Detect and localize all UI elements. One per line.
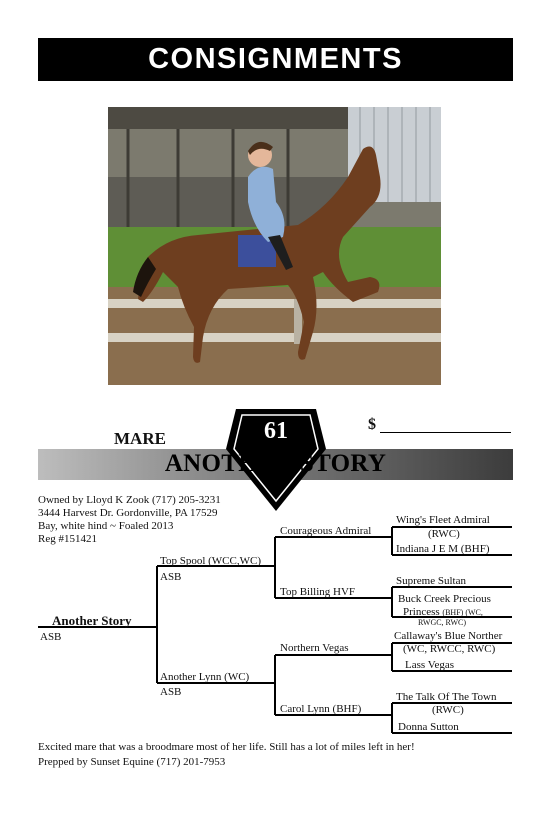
registration-line: Reg #151421 xyxy=(38,533,97,545)
banner-title: CONSIGNMENTS xyxy=(148,43,403,75)
ancestor-4-line2 xyxy=(403,606,483,618)
sire-name: Top Spool (WCC,WC) xyxy=(160,555,261,567)
ancestor-7-title: (RWC) xyxy=(432,704,464,716)
subject-breed: ASB xyxy=(40,631,62,643)
ancestor-5: Callaway's Blue Norther xyxy=(394,630,503,642)
ancestor-4-titles: (BHF) (WC, xyxy=(442,608,483,617)
description-line: Bay, white hind ~ Foaled 2013 xyxy=(38,520,174,532)
dam-dam-name: Carol Lynn (BHF) xyxy=(280,703,362,715)
dam-breed: ASB xyxy=(160,686,182,698)
ancestor-6: Lass Vegas xyxy=(405,659,454,671)
ancestor-7: The Talk Of The Town xyxy=(396,691,497,703)
dam-name: Another Lynn (WC) xyxy=(160,671,250,683)
sire-breed: ASB xyxy=(160,571,182,583)
dam-sire-name: Northern Vegas xyxy=(280,642,349,654)
horse-name-title: ANOTHER STORY xyxy=(164,450,387,477)
ancestor-5-titles: (WC, RWCC, RWC) xyxy=(403,643,496,655)
owner-line: Owned by Lloyd K Zook (717) 205-3231 xyxy=(38,494,221,506)
ancestor-1: Wing's Fleet Admiral xyxy=(396,514,490,526)
ancestor-4: Buck Creek Precious xyxy=(398,593,491,605)
ancestor-3: Supreme Sultan xyxy=(396,575,466,587)
sire-dam-name: Top Billing HVF xyxy=(280,586,356,598)
lot-number: 61 xyxy=(264,418,288,444)
ancestor-4-name-part: Princess xyxy=(403,606,440,618)
sex-label: MARE xyxy=(114,429,166,448)
address-line: 3444 Harvest Dr. Gordonville, PA 17529 xyxy=(38,507,218,519)
ancestor-2: Indiana J E M (BHF) xyxy=(396,543,490,555)
ancestor-8: Donna Sutton xyxy=(398,721,459,733)
remarks-text: Excited mare that was a broodmare most of her life. Still has a lot of miles left in her! xyxy=(38,741,415,753)
price-sign: $ xyxy=(368,416,376,433)
ancestor-1-title: (RWC) xyxy=(428,528,460,540)
prepped-by-text: Prepped by Sunset Equine (717) 201-7953 xyxy=(38,756,226,768)
subject-name: Another Story xyxy=(52,613,132,628)
sire-sire-name: Courageous Admiral xyxy=(280,525,372,537)
ancestor-4-titles-line2: RWGC, RWC) xyxy=(418,618,467,627)
